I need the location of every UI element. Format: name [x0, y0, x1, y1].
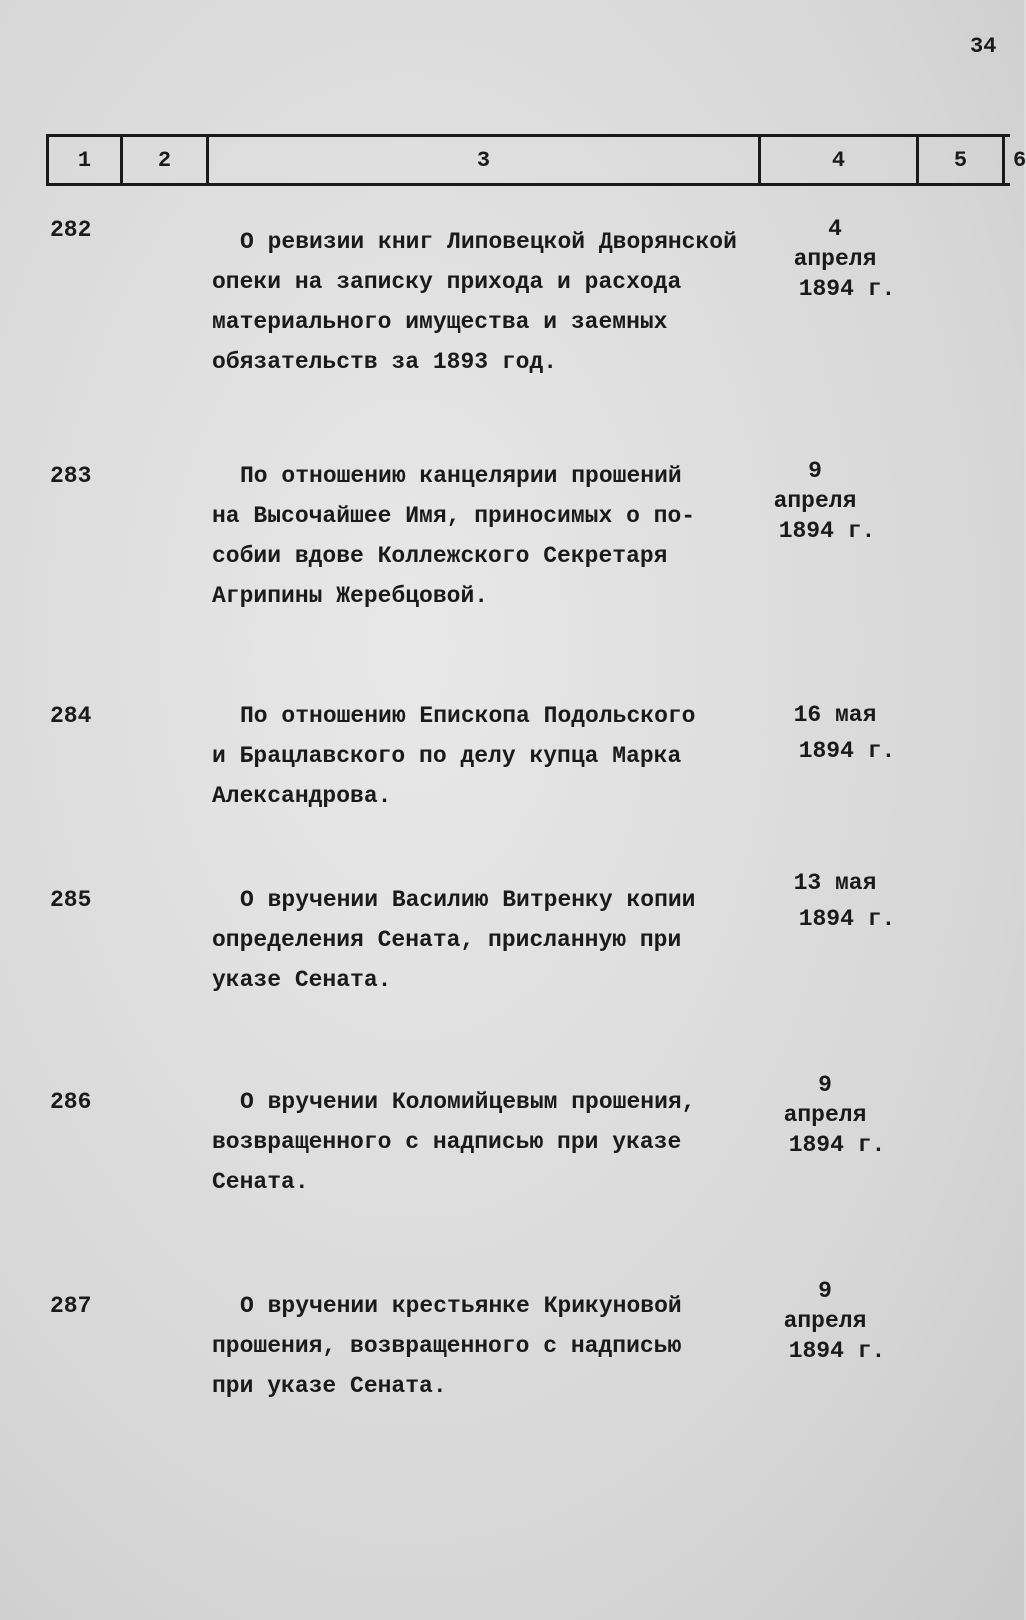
entry-date [740, 456, 890, 546]
entry-line: указе Сената. [212, 967, 392, 993]
date-year: 1894 г. [798, 738, 896, 764]
entry-line: По отношению Епископа Подольского [240, 703, 696, 729]
entry-number: 287 [50, 1293, 92, 1319]
entry-line: определения Сената, присланную при [212, 927, 682, 953]
entry-line: О вручении Коломийцевым прошения, [240, 1089, 696, 1115]
entry-line: и Брацлавского по делу купца Марка [212, 743, 682, 769]
date-month: апреля [783, 1102, 867, 1128]
date-month: апреля [793, 246, 877, 272]
entry-text [212, 222, 752, 382]
entry-date [760, 700, 910, 766]
date-month: апреля [783, 1308, 867, 1334]
entry-text [212, 456, 752, 616]
date-year: 1894 г. [778, 518, 876, 544]
date-year: 1894 г. [788, 1338, 886, 1364]
entry-number: 285 [50, 887, 92, 913]
date-year: 1894 г. [798, 906, 896, 932]
date-day: 9 [818, 1072, 832, 1098]
entry-text [212, 1286, 752, 1406]
entry-number: 283 [50, 463, 92, 489]
entry-line: О ревизии книг Липовецкой Дворянской [240, 229, 737, 255]
date-day: 9 [818, 1278, 832, 1304]
page-number: 34 [970, 34, 997, 59]
entry-line: материального имущества и заемных [212, 309, 668, 335]
column-header-2: 2 [120, 137, 206, 183]
entry-date [750, 1070, 900, 1160]
entry-text [212, 880, 752, 1000]
entry-number: 282 [50, 217, 92, 243]
entry-line: Александрова. [212, 783, 392, 809]
entry-text [212, 1082, 752, 1202]
column-header-3: 3 [206, 137, 758, 183]
entry-line: на Высочайшее Имя, приносимых о по- [212, 503, 696, 529]
date-day: 4 [828, 216, 842, 242]
entry-line: О вручении Василию Витренку копии [240, 887, 696, 913]
date-day: 13 мая [793, 870, 877, 896]
entry-line: Сената. [212, 1169, 309, 1195]
column-header-4: 4 [758, 137, 916, 183]
entry-date [750, 1276, 900, 1366]
entry-text [212, 696, 752, 816]
column-header-5: 5 [916, 137, 1002, 183]
entry-number: 286 [50, 1089, 92, 1115]
entry-line: Агрипины Жеребцовой. [212, 583, 489, 609]
date-month: апреля [773, 488, 857, 514]
entry-number: 284 [50, 703, 92, 729]
date-year: 1894 г. [798, 276, 896, 302]
entry-line: при указе Сената. [212, 1373, 447, 1399]
entry-line: По отношению канцелярии прошений [240, 463, 682, 489]
entry-date [760, 868, 910, 934]
date-day: 9 [808, 458, 822, 484]
entry-line: опеки на записку прихода и расхода [212, 269, 682, 295]
table-header [46, 134, 1026, 186]
column-header-1: 1 [46, 137, 120, 183]
date-year: 1894 г. [788, 1132, 886, 1158]
entry-line: собии вдове Коллежского Секретаря [212, 543, 668, 569]
entry-line: обязательств за 1893 год. [212, 349, 558, 375]
column-header-6-label: 6 [1013, 147, 1026, 173]
date-day: 16 мая [793, 702, 877, 728]
entry-line: прошения, возвращенного с надписью [212, 1333, 682, 1359]
entry-line: О вручении крестьянке Крикуновой [240, 1293, 682, 1319]
entry-line: возвращенного с надписью при указе [212, 1129, 682, 1155]
column-header-6 [1002, 137, 1026, 183]
entry-date [760, 214, 910, 304]
